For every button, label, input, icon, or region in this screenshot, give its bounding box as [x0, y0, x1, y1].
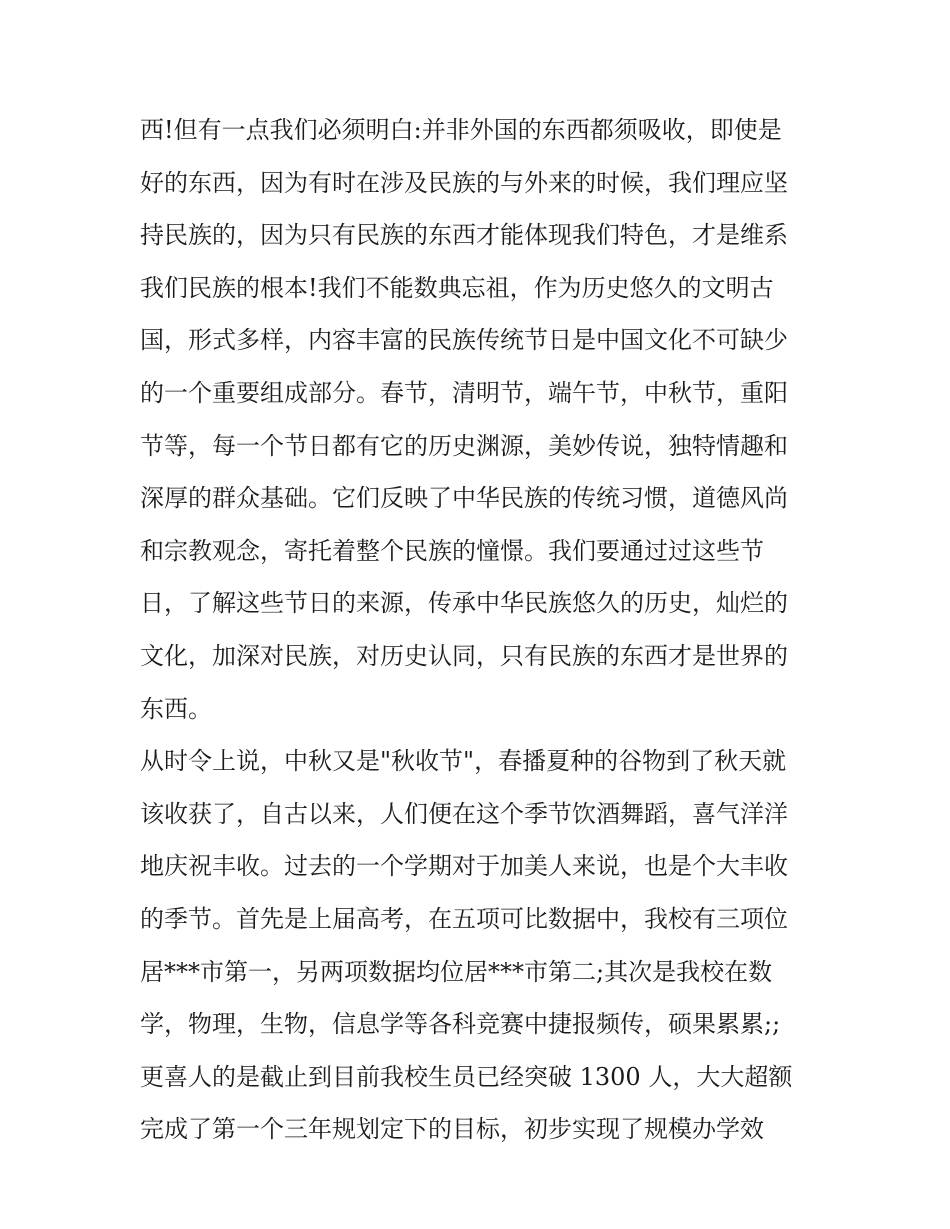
text-line: 持民族的，因为只有民族的东西才能体现我们特色，才是维系 — [140, 221, 788, 250]
text-line: 节等，每一个节日都有它的历史渊源，美妙传说，独特情趣和 — [140, 431, 788, 460]
text-line: 国，形式多样，内容丰富的民族传统节日是中国文化不可缺少 — [140, 326, 788, 355]
text-line: 该收获了，自古以来，人们便在这个季节饮酒舞蹈，喜气洋洋 — [140, 799, 788, 828]
paragraph — [140, 735, 820, 1156]
text-line: 西!但有一点我们必须明白:并非外国的东西都须吸收，即使是 — [140, 116, 782, 144]
text-line: 从时令上说，中秋又是"秋收节"，春播夏种的谷物到了秋天就 — [140, 747, 787, 776]
text-line: 学，物理，生物，信息学等各科竞赛中捷报频传，硕果累累;; — [140, 1010, 781, 1039]
text-line: 我们民族的根本!我们不能数典忘祖，作为历史悠久的文明古 — [140, 273, 774, 302]
text-line: 地庆祝丰收。过去的一个学期对于加美人来说，也是个大丰收 — [140, 852, 788, 881]
text-line: 更喜人的是截止到目前我校生员已经突破 1300 人，大大超额 — [140, 1062, 793, 1091]
text-line: 完成了第一个三年规划定下的目标，初步实现了规模办学效 — [140, 1115, 764, 1144]
text-line: 深厚的群众基础。它们反映了中华民族的传统习惯，道德风尚 — [140, 484, 788, 513]
text-line: 的季节。首先是上届高考，在五项可比数据中，我校有三项位 — [140, 904, 788, 933]
document-body — [140, 104, 820, 1156]
text-line: 和宗教观念，寄托着整个民族的憧憬。我们要通过过这些节 — [140, 536, 764, 565]
paragraph — [140, 104, 820, 735]
text-line: 日，了解这些节日的来源，传承中华民族悠久的历史，灿烂的 — [140, 589, 788, 618]
text-line: 居***市第一，另两项数据均位居***市第二;其次是我校在数 — [140, 957, 773, 986]
text-line: 东西。 — [140, 694, 212, 723]
text-line: 文化，加深对民族，对历史认同，只有民族的东西才是世界的 — [140, 641, 788, 670]
text-line: 好的东西，因为有时在涉及民族的与外来的时候，我们理应坚 — [140, 168, 788, 197]
text-line: 的一个重要组成部分。春节，清明节，端午节，中秋节，重阳 — [140, 378, 788, 407]
